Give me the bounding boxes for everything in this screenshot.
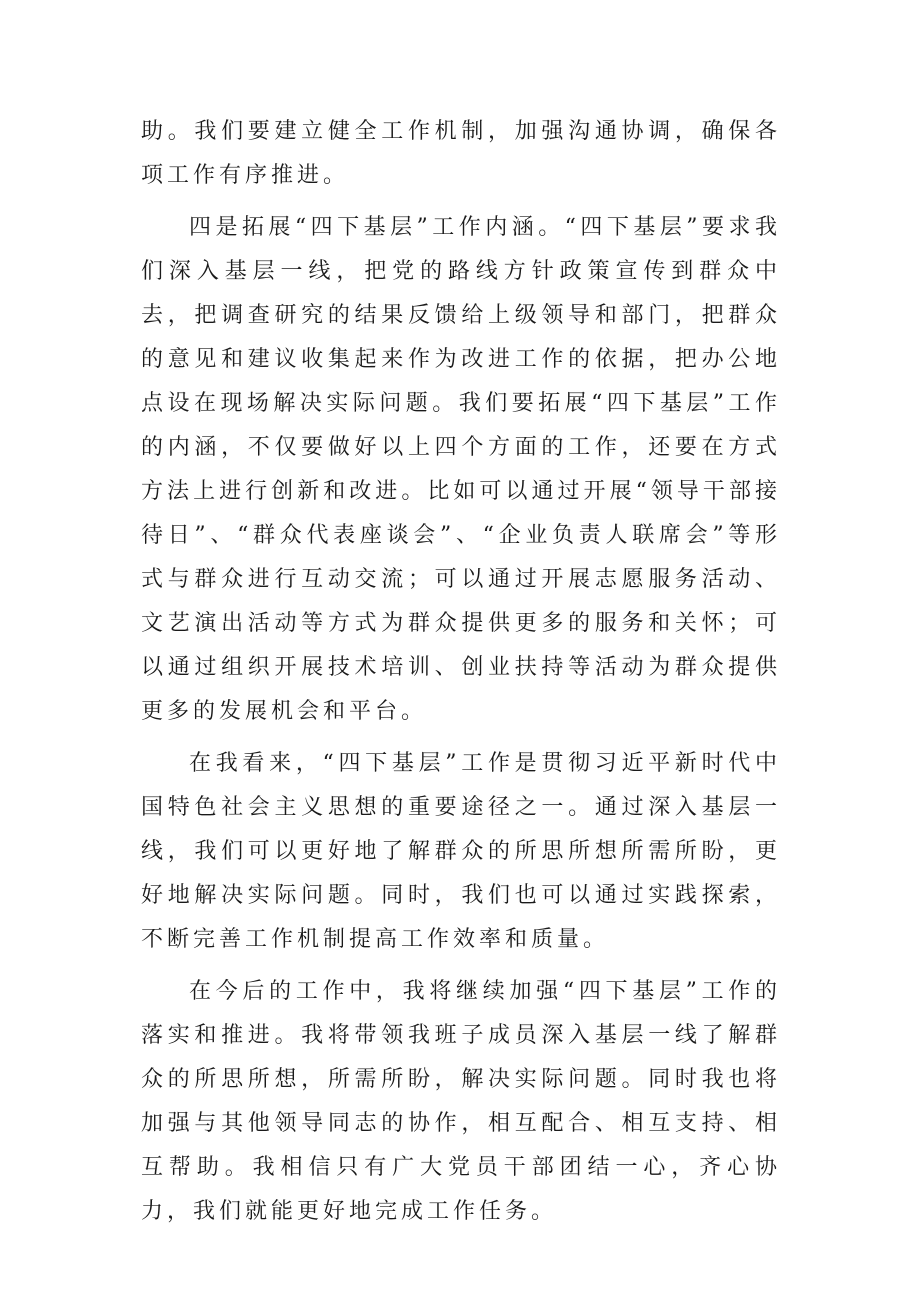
paragraph-continuation: 助。我们要建立健全工作机制，加强沟通协调，确保各项工作有序推进。 <box>141 119 781 188</box>
paragraph-in-my-view: 在我看来，“四下基层”工作是贯彻习近平新时代中国特色社会主义思想的重要途径之一。通过深入基层一线，我们可以更好地了解群众的所思所想所需所盼，更好地解决实际问题。同时，我们也可以通过实践探索，不断完善工作机制提高工作效率和质量。 <box>141 751 781 952</box>
paragraph-point-four: 四是拓展“四下基层”工作内涵。“四下基层”要求我们深入基层一线，把党的路线方针政策宣传到群众中去，把调查研究的结果反馈给上级领导和部门，把群众的意见和建议收集起来作为改进工作的依据，把办公地点设在现场解决实际问题。我们要拓展“四下基层”工作的内涵，不仅要做好以上四个方面的工作，还要在方式方法上进行创新和改进。比如可以通过开展“领导干部接待日”、“群众代表座谈会”、“企业负责人联席会”等形式与群众进行互动交流；可以通过开展志愿服务活动、文艺演出活动等方式为群众提供更多的服务和关怀；可以通过组织开展技术培训、创业扶持等活动为群众提供更多的发展机会和平台。 <box>141 215 781 724</box>
document-body <box>141 110 781 1242</box>
paragraph-future-work: 在今后的工作中，我将继续加强“四下基层”工作的落实和推进。我将带领我班子成员深入基层一线了解群众的所思所想，所需所盼，解决实际问题。同时我也将加强与其他领导同志的协作，相互配合、相互支持、相互帮助。我相信只有广大党员干部团结一心，齐心协力，我们就能更好地完成工作任务。 <box>141 979 781 1224</box>
